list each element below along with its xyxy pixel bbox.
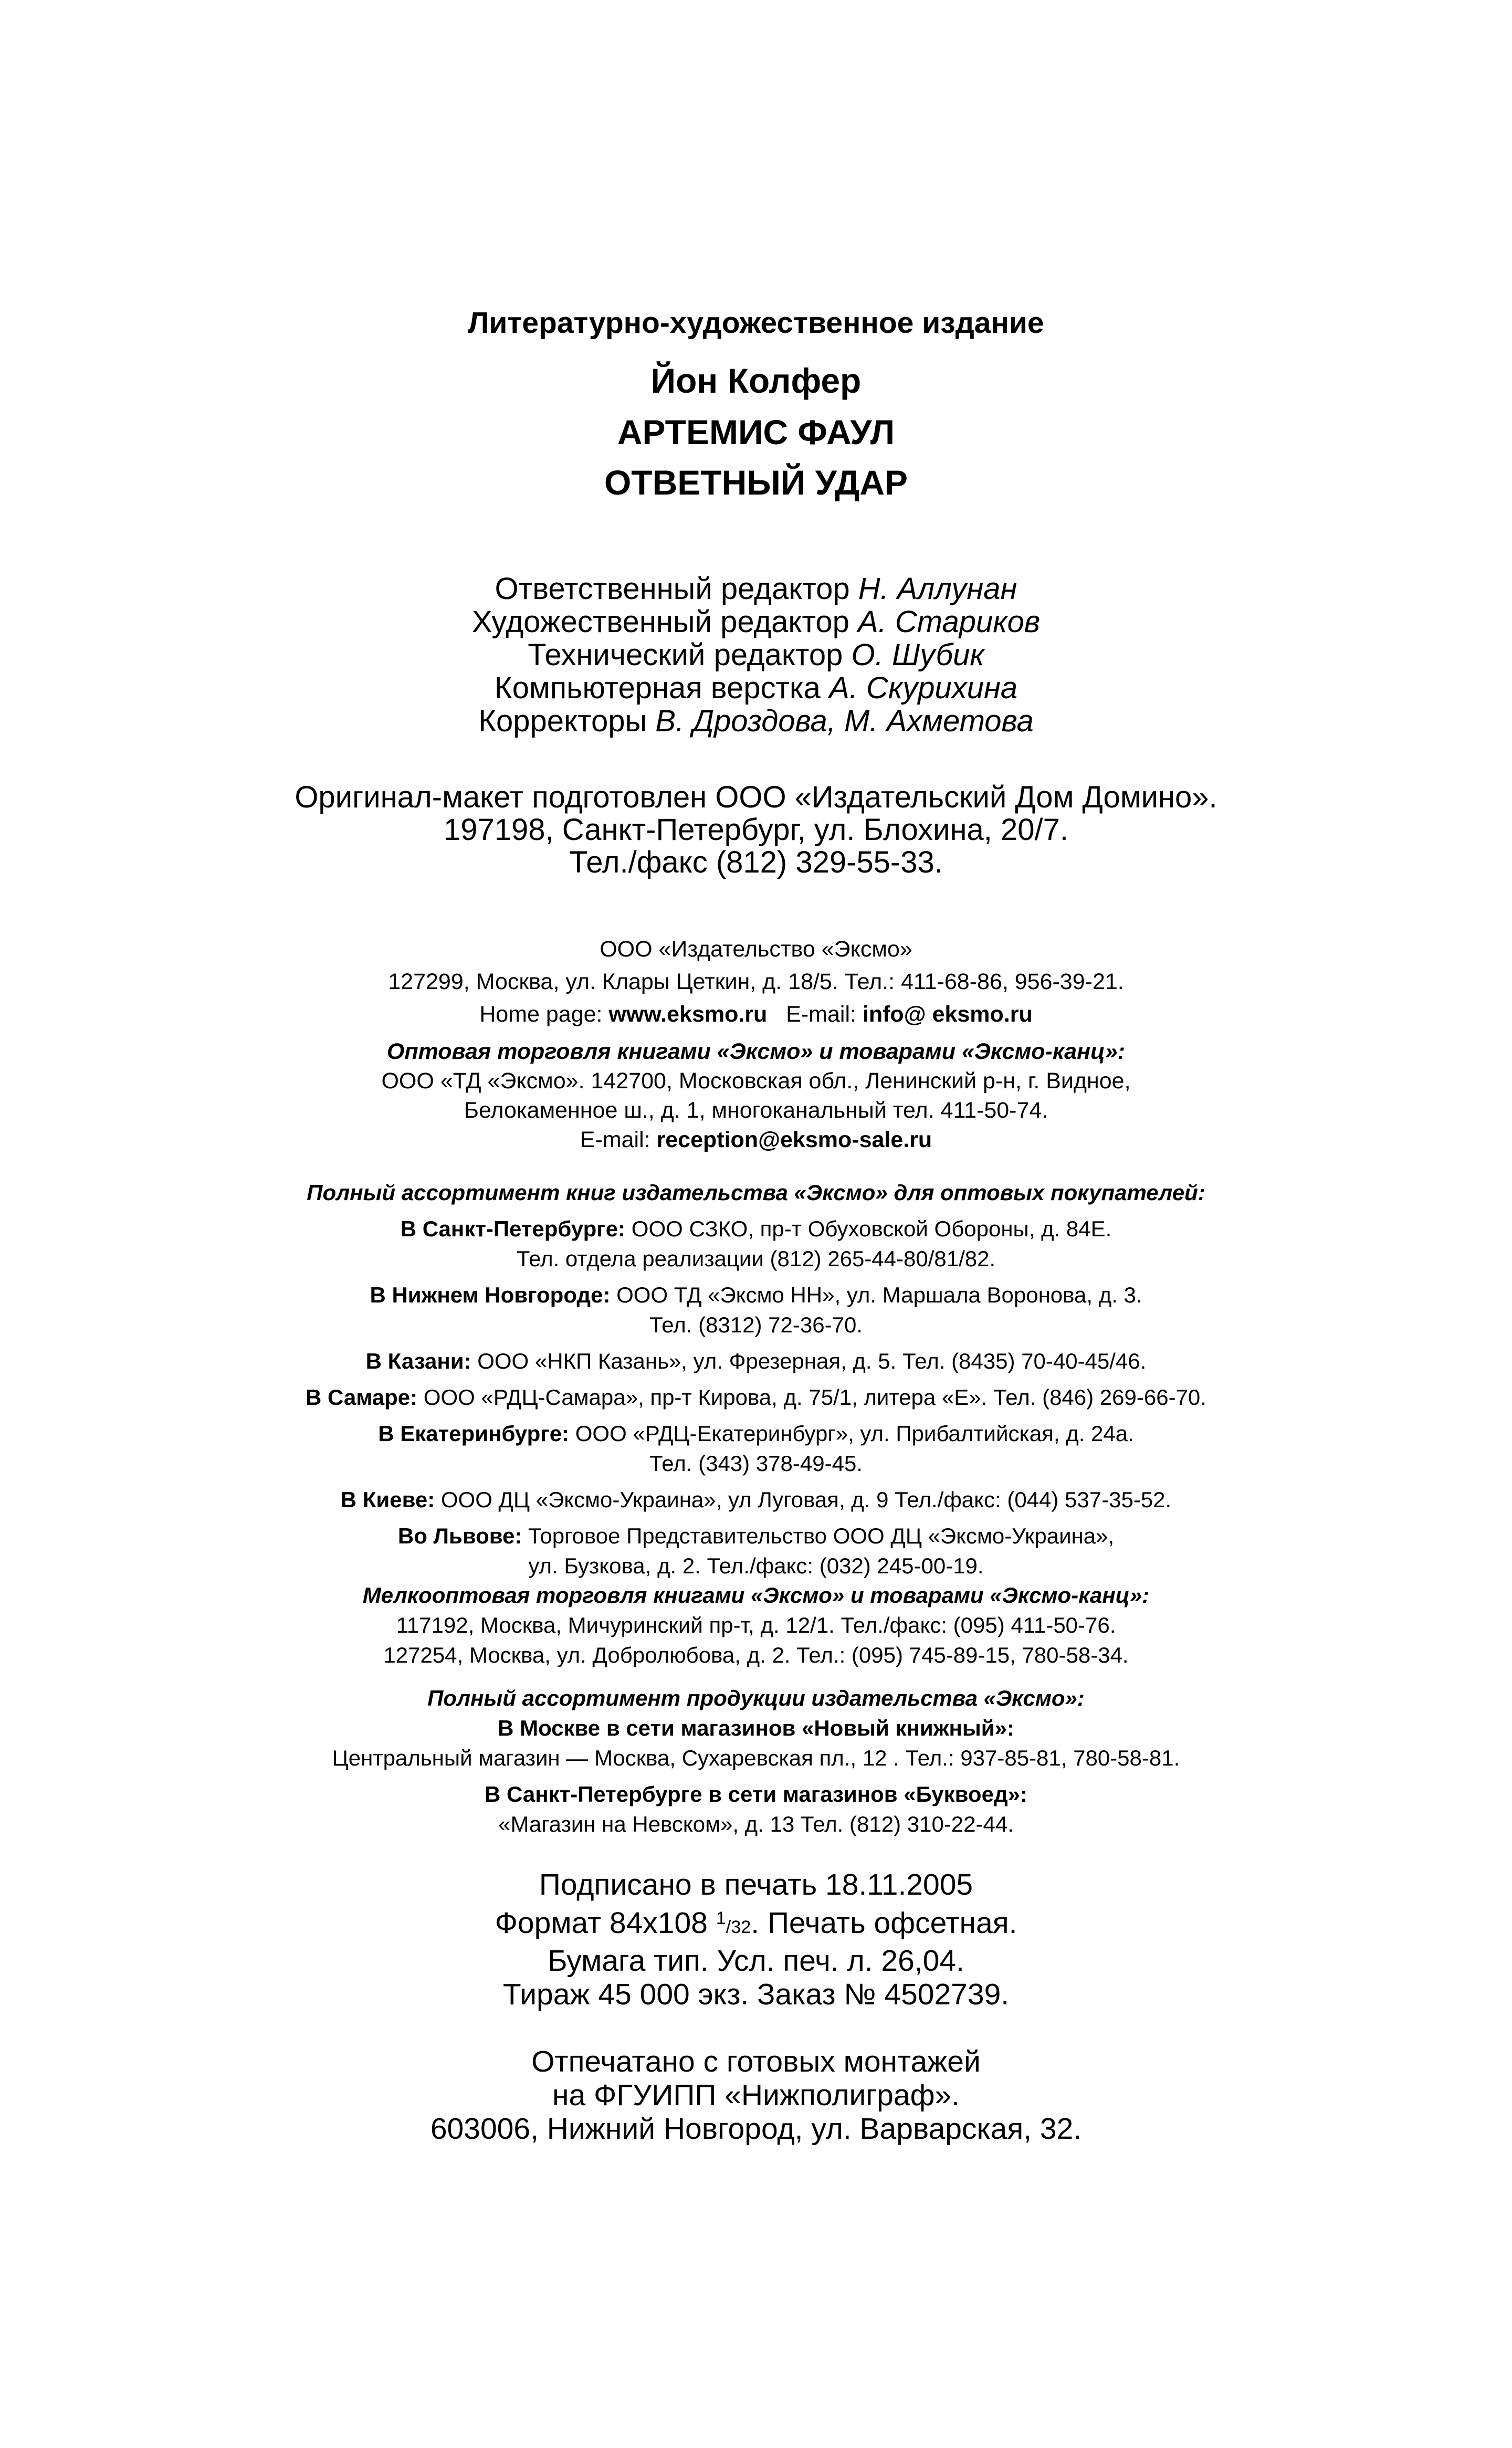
layout-origin-address: 197198, Санкт-Петербург, ул. Блохина, 20/7. (443, 813, 1069, 847)
credit-role: Ответственный редактор (495, 572, 850, 606)
city-name: В Киеве: (340, 1487, 435, 1512)
publisher-email: info@ eksmo.ru (862, 1002, 1033, 1027)
printer-address: 603006, Нижний Новгород, ул. Варварская, 32. (430, 2112, 1082, 2146)
printer-line: на ФГУИПП «Нижполиграф». (552, 2078, 960, 2112)
credit-role: Художественный редактор (471, 605, 849, 639)
credits-block (0, 572, 1512, 738)
publisher-website: www.eksmo.ru (608, 1002, 768, 1027)
format-fraction-numerator: 1 (716, 1908, 726, 1928)
paper-line: Бумага тип. Усл. печ. л. 26,04. (548, 1944, 964, 1978)
header-block (0, 302, 1512, 508)
city-entry-lviv: Во Львове: Торговое Представительство ООО ДЦ «Эксмо-Украина», ул. Бузкова, д. 2. Тел./факс: (032) 245-00-19. (397, 1524, 1115, 1578)
city-entry-samara: В Самаре: ООО «РДЦ-Самара», пр-т Кирова, д. 75/1, литера «Е». Тел. (846) 269-66-70. (306, 1385, 1206, 1410)
credit-line (0, 572, 1512, 605)
print-run-line: Тираж 45 000 экз. Заказ № 4502739. (502, 1978, 1010, 2012)
small-wholesale-line: 117192, Москва, Мичуринский пр-т, д. 12/1. Тел./факс: (095) 411-50-76. (396, 1613, 1116, 1637)
printer-block (0, 2045, 1512, 2146)
signed-date: Подписано в печать 18.11.2005 (539, 1868, 973, 1901)
city-name: В Санкт-Петербурге: (400, 1216, 626, 1241)
book-title-line2: ОТВЕТНЫЙ УДАР (604, 463, 908, 502)
wholesale-heading: Оптовая торговля книгами «Эксмо» и товарами «Эксмо-канц»: (386, 1039, 1126, 1064)
city-entry-spb: В Санкт-Петербурге: ООО СЗКО, пр-т Обуховской Обороны, д. 84Е. Тел. отдела реализации (812) 265-44-80/81/82. (400, 1216, 1112, 1271)
credit-line (0, 638, 1512, 671)
credit-role: Корректоры (478, 704, 647, 738)
credit-role: Компьютерная верстка (494, 671, 821, 705)
layout-origin-line: Оригинал-макет подготовлен ООО «Издательский Дом Домино». (295, 780, 1217, 814)
layout-origin-phone: Тел./факс (812) 329-55-33. (569, 845, 943, 879)
credit-role: Технический редактор (528, 638, 843, 672)
small-wholesale-block (0, 1580, 1512, 1670)
imprint-block (0, 1868, 1512, 2011)
products-heading: Полный ассортимент продукции издательства «Эксмо»: (427, 1686, 1085, 1710)
wholesale-email-line: E-mail: reception@eksmo-sale.ru (580, 1127, 932, 1152)
products-moscow-heading: В Москве в сети магазинов «Новый книжный»: (498, 1716, 1014, 1740)
city-name: В Самаре: (306, 1385, 418, 1410)
credit-line (0, 671, 1512, 705)
products-block (0, 1683, 1512, 1839)
products-spb-heading: В Санкт-Петербурге в сети магазинов «Буквоед»: (485, 1782, 1027, 1806)
credit-person: Н. Аллунан (858, 572, 1017, 606)
city-name: В Нижнем Новгороде: (370, 1283, 611, 1307)
credit-person: А. Стариков (858, 605, 1041, 639)
format-line: Формат 84х108 $^1$/32. Печать офсетная. (495, 1906, 1017, 1940)
assortment-heading: Полный ассортимент книг издательства «Эксмо» для оптовых покупателей: (307, 1180, 1205, 1205)
city-name: В Казани: (365, 1349, 471, 1373)
credit-person: А. Скурихина (829, 671, 1018, 705)
credit-line (0, 605, 1512, 638)
layout-origin-block (0, 781, 1512, 879)
products-moscow-line: Центральный магазин — Москва, Сухаревская пл., 12 . Тел.: 937-85-81, 780-58-81. (332, 1746, 1180, 1770)
printer-line: Отпечатано с готовых монтажей (531, 2045, 981, 2078)
publisher-address: 127299, Москва, ул. Клары Цеткин, д. 18/5. Тел.: 411-68-86, 956-39-21. (388, 969, 1124, 994)
wholesale-line: Белокаменное ш., д. 1, многоканальный тел. 411-50-74. (464, 1098, 1048, 1123)
small-wholesale-line: 127254, Москва, ул. Добролюбова, д. 2. Тел.: (095) 745-89-15, 780-58-34. (383, 1643, 1129, 1667)
wholesale-line: ООО «ТД «Эксмо». 142700, Московская обл., Ленинский р-н, г. Видное, (381, 1068, 1131, 1094)
author-name: Йон Колфер (650, 361, 862, 400)
city-name: В Екатеринбурге: (378, 1421, 570, 1446)
city-entry-kyiv: В Киеве: ООО ДЦ «Эксмо-Украина», ул Луговая, д. 9 Тел./факс: (044) 537-35-52. (340, 1487, 1172, 1512)
book-title-line1: АРТЕМИС ФАУЛ (617, 413, 895, 451)
small-wholesale-heading: Мелкооптовая торговля книгами «Эксмо» и товарами «Эксмо-канц»: (362, 1583, 1150, 1608)
assortment-block (0, 1178, 1512, 1581)
wholesale-email: reception@eksmo-sale.ru (656, 1127, 932, 1152)
credit-line (0, 705, 1512, 738)
city-name: Во Львове: (397, 1524, 522, 1548)
credit-person: В. Дроздова, М. Ахметова (655, 704, 1034, 738)
city-entry-nnovgorod: В Нижнем Новгороде: ООО ТД «Эксмо НН», ул. Маршала Воронова, д. 3. Тел. (8312) 72-36-70. (370, 1283, 1142, 1337)
wholesale-block (0, 1037, 1512, 1154)
credit-person: О. Шубик (851, 638, 984, 672)
genre-line: Литературно-художественное издание (468, 306, 1044, 340)
publisher-block (0, 933, 1512, 1031)
city-entry-kazan: В Казани: ООО «НКП Казань», ул. Фрезерная, д. 5. Тел. (8435) 70-40-45/46. (365, 1349, 1147, 1373)
products-spb-line: «Магазин на Невском», д. 13 Тел. (812) 310-22-44. (498, 1812, 1014, 1836)
publisher-web-line: Home page: www.eksmo.ru E-mail: info@ eksmo.ru (479, 1002, 1033, 1027)
publisher-name: ООО «Издательство «Эксмо» (600, 937, 912, 962)
city-entry-yekaterinburg: В Екатеринбурге: ООО «РДЦ-Екатеринбург», ул. Прибалтийская, д. 24а. Тел. (343) 378-49-45. (378, 1421, 1134, 1476)
format-fraction-denominator: /32 (726, 1917, 751, 1938)
